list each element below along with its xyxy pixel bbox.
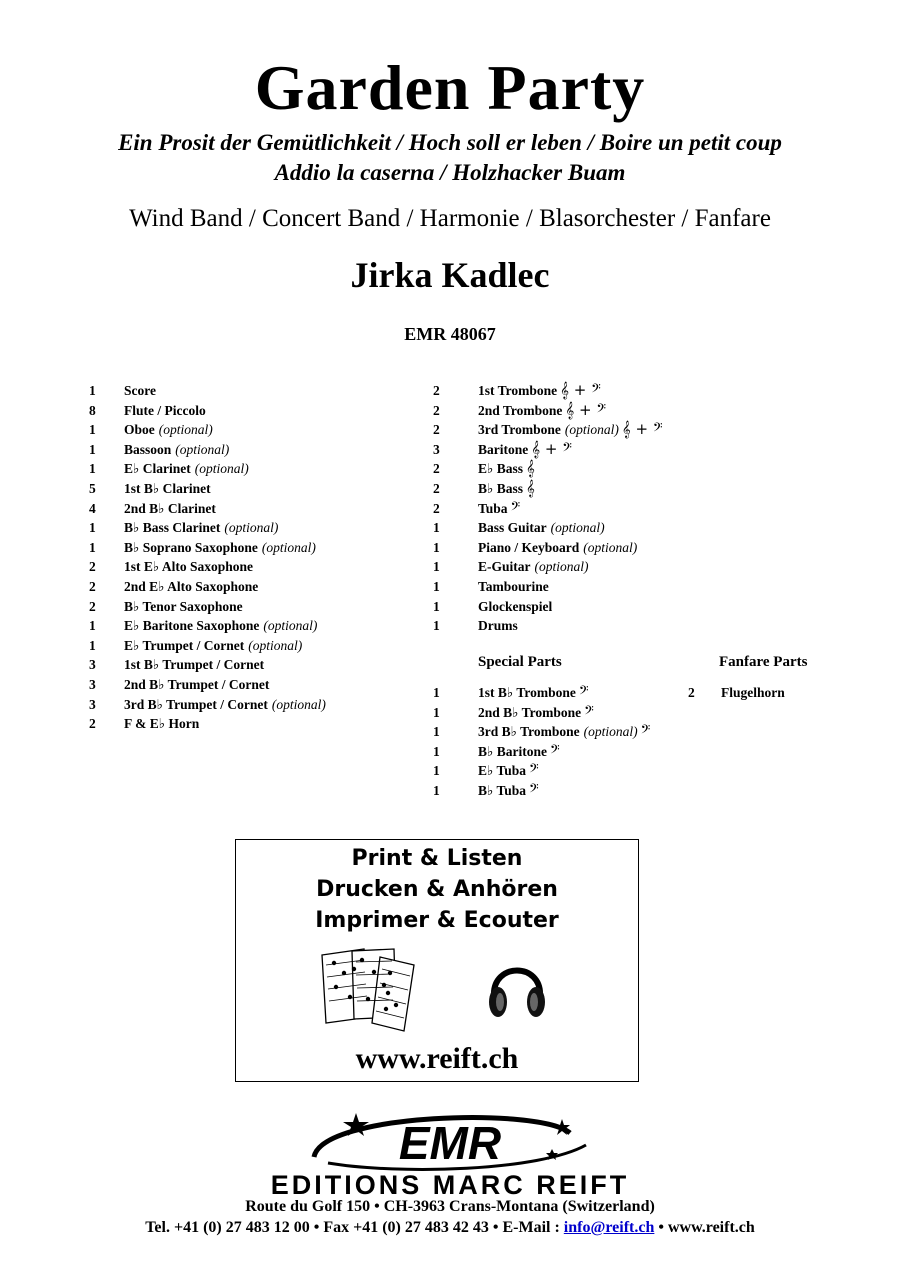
clef-icon: 𝄞 + 𝄢: [565, 400, 607, 419]
part-name: 1st B♭ Trombone: [478, 685, 576, 700]
part-quantity: 1: [433, 782, 440, 798]
part-name-line: [124, 714, 199, 734]
contact-website: • www.reift.ch: [654, 1219, 755, 1236]
part-name-line: [124, 636, 302, 656]
part-name-line: [478, 420, 663, 440]
clef-icon: 𝄞 + 𝄢: [531, 439, 572, 458]
optional-note: (optional): [583, 539, 638, 555]
fanfare-part-name: Flugelhorn: [721, 685, 785, 700]
part-name: 3rd B♭ Trombone: [478, 724, 580, 740]
part-quantity: 1: [433, 578, 440, 594]
part-name: 2nd B♭ Trombone: [478, 704, 582, 720]
fanfare-part-qty: 2: [688, 685, 695, 700]
part-name-line: [124, 440, 229, 460]
part-name: 1st B♭ Clarinet: [124, 480, 211, 496]
part-quantity: 2: [433, 461, 440, 477]
part-quantity: 8: [89, 402, 96, 418]
optional-note: (optional): [534, 559, 589, 575]
part-quantity: 2: [433, 480, 440, 496]
promo-line-2: Drucken & Anhören: [316, 877, 558, 902]
part-quantity: 3: [89, 657, 96, 673]
optional-note: (optional): [248, 637, 303, 653]
part-name: 2nd B♭ Trumpet / Cornet: [124, 676, 270, 692]
contact-phone-fax: Tel. +41 (0) 27 483 12 00 • Fax +41 (0) 27 483 42 43 • E-Mail :: [145, 1219, 564, 1236]
part-name-line: [478, 577, 549, 597]
part-quantity: 1: [89, 637, 96, 653]
part-name-line: [478, 479, 535, 499]
emr-logo: [300, 1105, 600, 1175]
part-name-line: [478, 703, 594, 723]
score-title: Garden Party: [254, 52, 646, 123]
publisher-contact: [0, 1218, 900, 1238]
part-quantity: 1: [433, 724, 440, 740]
part-name: 3rd B♭ Trumpet / Cornet: [124, 696, 268, 712]
part-quantity: 4: [89, 500, 96, 516]
part-name: B♭ Bass: [478, 480, 524, 496]
part-name: B♭ Baritone: [478, 743, 547, 759]
part-quantity: 1: [89, 461, 96, 477]
fanfare-parts-heading: Fanfare Parts: [719, 654, 808, 670]
part-name-line: [124, 479, 211, 499]
part-quantity: 1: [433, 763, 440, 779]
optional-note: (optional): [263, 618, 318, 634]
part-name-line: [124, 401, 206, 421]
part-name: Oboe: [124, 422, 155, 438]
part-name-line: [478, 440, 572, 460]
optional-note: (optional): [271, 696, 326, 712]
part-name: Flute / Piccolo: [124, 402, 206, 418]
clef-icon: 𝄞: [526, 459, 535, 478]
clef-icon: 𝄢: [584, 702, 594, 721]
part-quantity: 2: [89, 598, 96, 614]
part-quantity: 1: [89, 441, 96, 457]
publisher-name: EDITIONS MARC REIFT: [270, 1170, 630, 1200]
part-name-line: [124, 499, 216, 519]
subtitle-line-2: Addio la caserna / Holzhacker Buam: [274, 160, 626, 185]
part-name-line: [124, 655, 264, 675]
part-quantity: 1: [433, 539, 440, 555]
composer-name: Jirka Kadlec: [350, 255, 550, 295]
part-name: Baritone: [478, 441, 529, 457]
print-listen-box: [235, 839, 639, 1082]
clef-icon: 𝄞: [526, 478, 535, 497]
headphones-icon: [486, 952, 548, 1024]
part-quantity: 1: [89, 422, 96, 438]
sheet-music-icon: [316, 947, 421, 1032]
part-quantity: 5: [89, 480, 96, 496]
optional-note: (optional): [224, 520, 279, 536]
part-name: Bass Guitar: [478, 520, 547, 536]
part-quantity: 2: [433, 402, 440, 418]
part-name-line: [478, 742, 560, 762]
special-parts-heading: Special Parts: [478, 654, 562, 670]
part-name-line: [124, 616, 317, 636]
part-name: 1st B♭ Trumpet / Cornet: [124, 657, 265, 673]
clef-icon: 𝄞 + 𝄢: [621, 420, 663, 439]
part-name: 1st Trombone: [478, 383, 558, 398]
part-name-line: [478, 597, 552, 617]
part-name: 2nd B♭ Clarinet: [124, 500, 216, 516]
part-name: Tuba: [478, 500, 508, 516]
subtitle-line-1: Ein Prosit der Gemütlichkeit / Hoch soll er leben / Boire un petit coup: [118, 130, 782, 155]
optional-note: (optional): [175, 441, 230, 457]
catalog-number: EMR 48067: [404, 324, 496, 344]
part-name: E♭ Baritone Saxophone: [124, 618, 260, 634]
part-quantity: 1: [433, 559, 440, 575]
part-quantity: 2: [89, 716, 96, 732]
part-name-line: [124, 459, 249, 479]
part-name-line: [478, 381, 601, 401]
part-quantity: 2: [433, 422, 440, 438]
part-name-line: [478, 401, 606, 421]
part-name-line: [478, 722, 650, 742]
part-name-line: [478, 557, 589, 577]
clef-icon: 𝄢: [578, 683, 589, 701]
part-name-line: [124, 577, 258, 597]
optional-note: (optional): [158, 422, 213, 438]
part-name: Score: [124, 383, 156, 398]
part-name: Drums: [478, 618, 518, 634]
band-types: Wind Band / Concert Band / Harmonie / Blasorchester / Fanfare: [129, 205, 771, 232]
part-quantity: 3: [89, 676, 96, 692]
part-name-line: [124, 675, 269, 695]
part-name-line: [478, 781, 539, 801]
part-name-line: [478, 459, 535, 479]
part-name-line: [478, 761, 539, 781]
optional-note: (optional): [583, 724, 638, 740]
part-quantity: 1: [89, 520, 96, 536]
part-name-line: [124, 538, 316, 558]
part-name-line: [124, 597, 243, 617]
part-name-line: [478, 538, 637, 558]
part-quantity: 1: [433, 520, 440, 536]
part-name: B♭ Bass Clarinet: [124, 520, 221, 536]
part-name: E♭ Bass: [478, 461, 524, 477]
part-quantity: 3: [433, 441, 440, 457]
part-quantity: 1: [433, 743, 440, 759]
part-quantity: 1: [433, 704, 440, 720]
clef-icon: 𝄞 + 𝄢: [560, 381, 601, 399]
promo-line-1: Print & Listen: [351, 846, 523, 871]
clef-icon: 𝄢: [510, 498, 521, 517]
part-name: F & E♭ Horn: [124, 716, 200, 732]
clef-icon: 𝄢: [550, 741, 560, 760]
part-name-line: [478, 518, 605, 538]
part-quantity: 1: [89, 539, 96, 555]
part-name-line: [478, 683, 589, 703]
part-name-line: [124, 518, 278, 538]
part-name: Bassoon: [124, 441, 172, 457]
part-name: E♭ Trumpet / Cornet: [124, 637, 245, 653]
part-quantity: 3: [89, 696, 96, 712]
part-name-line: [478, 616, 518, 636]
part-quantity: 2: [433, 383, 440, 398]
optional-note: (optional): [261, 539, 316, 555]
promo-line-3: Imprimer & Ecouter: [315, 908, 559, 933]
email-link[interactable]: info@reift.ch: [563, 1219, 655, 1236]
clef-icon: 𝄢: [529, 761, 539, 780]
part-quantity: 1: [433, 618, 440, 634]
optional-note: (optional): [550, 520, 605, 536]
clef-icon: 𝄢: [640, 722, 651, 741]
part-name: E♭ Tuba: [478, 763, 527, 779]
part-name: E-Guitar: [478, 559, 531, 575]
promo-url[interactable]: www.reift.ch: [355, 1042, 519, 1075]
part-name: 3rd Trombone: [478, 422, 561, 438]
part-quantity: 2: [89, 578, 96, 594]
part-quantity: 2: [89, 559, 96, 575]
part-name-line: [124, 420, 213, 440]
part-name: 2nd Trombone: [478, 402, 563, 418]
clef-icon: 𝄢: [529, 780, 539, 799]
part-name: B♭ Tenor Saxophone: [124, 598, 243, 614]
part-name-line: [478, 499, 520, 519]
part-quantity: 2: [433, 500, 440, 516]
part-name: 2nd E♭ Alto Saxophone: [124, 578, 259, 594]
part-quantity: 1: [433, 685, 440, 700]
optional-note: (optional): [194, 461, 249, 477]
part-name: B♭ Tuba: [478, 782, 527, 798]
logo-letters: EMR: [398, 1117, 502, 1169]
part-quantity: 1: [433, 598, 440, 614]
fanfare-part-row: [688, 685, 785, 701]
part-name: Glockenspiel: [478, 598, 553, 614]
part-quantity: 1: [89, 618, 96, 634]
part-name: 1st E♭ Alto Saxophone: [124, 559, 254, 575]
optional-note: (optional): [564, 422, 619, 438]
part-name-line: [124, 557, 253, 577]
part-name: Tambourine: [478, 578, 549, 594]
part-name: B♭ Soprano Saxophone: [124, 539, 258, 555]
part-name: Piano / Keyboard: [478, 539, 580, 555]
part-name: E♭ Clarinet: [124, 461, 191, 477]
part-quantity: 1: [89, 383, 96, 398]
part-name-line: [124, 695, 326, 715]
publisher-address: Route du Golf 150 • CH-3963 Crans-Montana (Switzerland): [245, 1198, 655, 1215]
part-name-line: [124, 381, 156, 401]
